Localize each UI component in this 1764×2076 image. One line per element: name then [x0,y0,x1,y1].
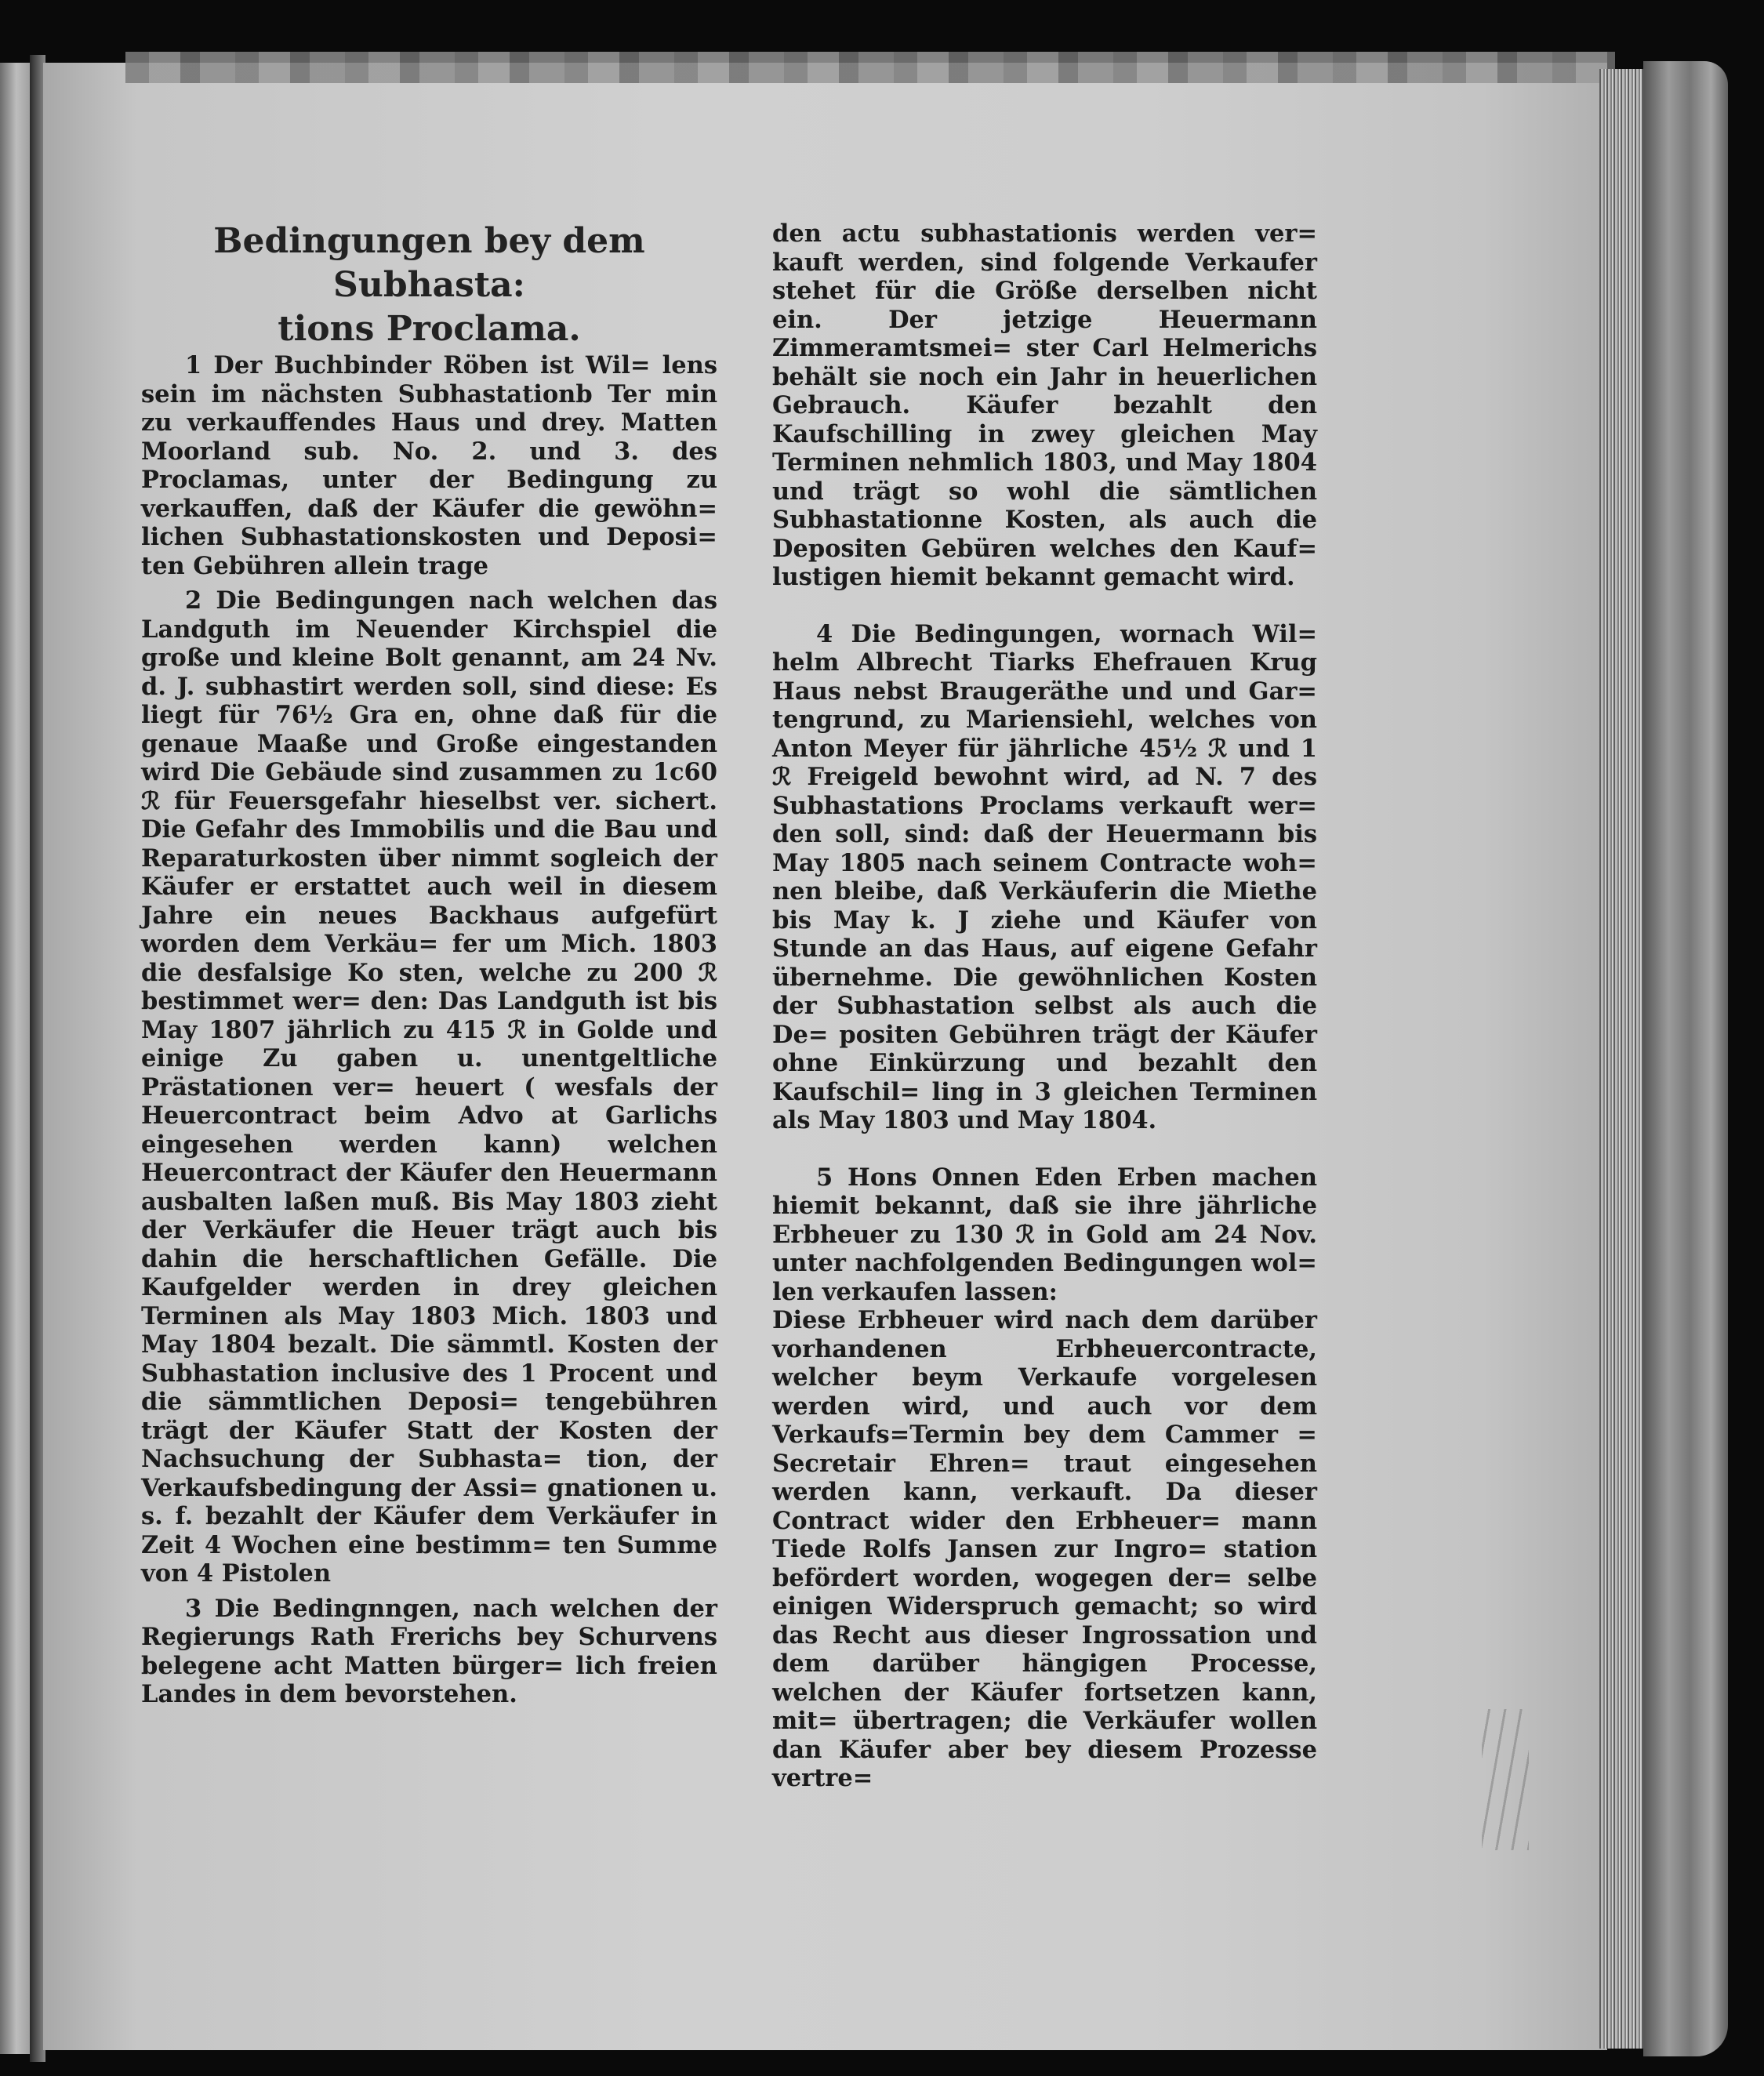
article-title-line-2: tions Proclama. [278,309,581,349]
paragraph-1: 1 Der Buchbinder Röben ist Wil= lens sein im nächsten Subhastationb Ter min zu verkauffendes Haus und drey. Matten Moorland sub. No. 2. und 3. des Proclamas, unter der Bedingung zu verkauffen, daß der Käufer die gewöhn= lichen Subhastationskosten und Deposi= ten Gebühren allein trage [141,351,717,580]
paragraph-4: 4 Die Bedingungen, wornach Wil= helm Albrecht Tiarks Ehefrauen Krug Haus nebst Braugeräthe und und Gar= tengrund, zu Mariensiehl, welches von Anton Meyer für jährliche 45½ ℛ und 1 ℛ Freigeld bewohnt wird, ad N. 7 des Subhastations Proclams verkauft wer= den soll, sind: daß der Heuermann bis May 1805 nach seinem Contracte woh= nen bleibe, daß Verkäuferin die Miethe bis May k. J ziehe und Käufer von Stunde an das Haus, auf eigene Gefahr übernehme. Die gewöhnlichen Kosten der Subhastation selbst als auch die De= positen Gebühren trägt der Käufer ohne Einkürzung und bezahlt den Kaufschil= ling in 3 gleichen Terminen als May 1803 und May 1804. [772,619,1317,1134]
page-stack-fore-edge [1599,69,1645,2049]
paragraph-5-conditions: Diese Erbheuer wird nach dem darüber vorhandenen Erbheuercontracte, welcher beym Verkaufe vorgelesen werden wird, und auch vor dem Verkaufs=Termin bey dem Cammer = Secretair Ehren= traut eingesehen werden kann, verkauft. Da dieser Contract wider den Erbheuer= mann Tiede Rolfs Jansen zur Ingro= station befördert worden, wogegen der= selbe einigen Widerspruch gemacht; so wird das Recht aus dieser Ingrossation und dem darüber hängigen Processe, welchen der Käufer fortsetzen kann, mit= übertragen; die Verkäufer wollen dan Käufer aber bey diesem Prozesse vertre= [772,1306,1317,1792]
article-title-line-1: Bedingungen bey dem Subhasta: [213,221,645,305]
text-column-left [141,220,717,1709]
margin-pencil-mark [1482,1709,1529,1850]
paragraph-5: 5 Hons Onnen Eden Erben machen hiemit bekannt, daß sie ihre jährliche Erbheuer zu 130 ℛ in Gold am 24 Nov. unter nachfolgenden Bedingungen wol= len verkaufen lassen: [772,1163,1317,1306]
page-top-edge [125,52,1615,83]
paragraph-2: 2 Die Bedingungen nach welchen das Landguth im Neuender Kirchspiel die große und kleine Bolt genannt, am 24 Nv. d. J. subhastirt werden soll, sind diese: Es liegt für 76½ Gra en, ohne daß für die genaue Maaße und Große eingestanden wird Die Gebäude sind zusammen zu 1c60 ℛ für Feuersgefahr hieselbst ver. sichert. Die Gefahr des Immobilis und die Bau und Reparaturkosten über nimmt sogleich der Käufer er erstattet auch weil in diesem Jahre ein neues Backhaus aufgefürt worden dem Verkäu= fer um Mich. 1803 die desfalsige Ko sten, welche zu 200 ℛ bestimmet wer= den: Das Landguth ist bis May 1807 jährlich zu 415 ℛ in Golde und einige Zu gaben u. unentgeltliche Prästationen ver= heuert ( wesfals der Heuercontract beim Advo at Garlichs eingesehen werden kann) welchen Heuercontract der Käufer den Heuermann ausbalten laßen muß. Bis May 1803 zieht der Verkäufer die Heuer trägt auch bis dahin die herschaftlichen Gefälle. Die Kaufgelder werden in drey gleichen Terminen als May 1803 Mich. 1803 und May 1804 bezalt. Die sämmtl. Kosten der Subhastation inclusive des 1 Procent und die sämmtlichen Deposi= tengebühren trägt der Käufer Statt der Kosten der Nachsuchung der Subhasta= tion, der Verkaufsbedingung der Assi= gnationen u. s. f. bezahlt der Käufer dem Verkäufer in Zeit 4 Wochen eine bestimm= ten Summe von 4 Pistolen [141,586,717,1588]
text-column-right [772,220,1317,1793]
paragraph-3-start: 3 Die Bedingnngen, nach welchen der Regierungs Rath Frerichs bey Schurvens belegene acht Matten bürger= lich freien Landes in dem bevorstehen. [141,1594,717,1708]
previous-page-edge [0,63,33,2054]
article-title [141,220,717,351]
book-cover-edge [1643,61,1728,2056]
paragraph-3-continued: den actu subhastationis werden ver= kauft werden, sind folgende Verkaufer stehet für die Größe derselben nicht ein. Der jetzige Heuermann Zimmeramtsmei= ster Carl Helmerichs behält sie noch ein Jahr in heuerlichen Gebrauch. Käufer bezahlt den Kaufschilling in zwey gleichen May Terminen nehmlich 1803, und May 1804 und trägt so wohl die sämtlichen Subhastationne Kosten, als auch die Depositen Gebüren welches den Kauf= lustigen hiemit bekannt gemacht wird. [772,220,1317,591]
